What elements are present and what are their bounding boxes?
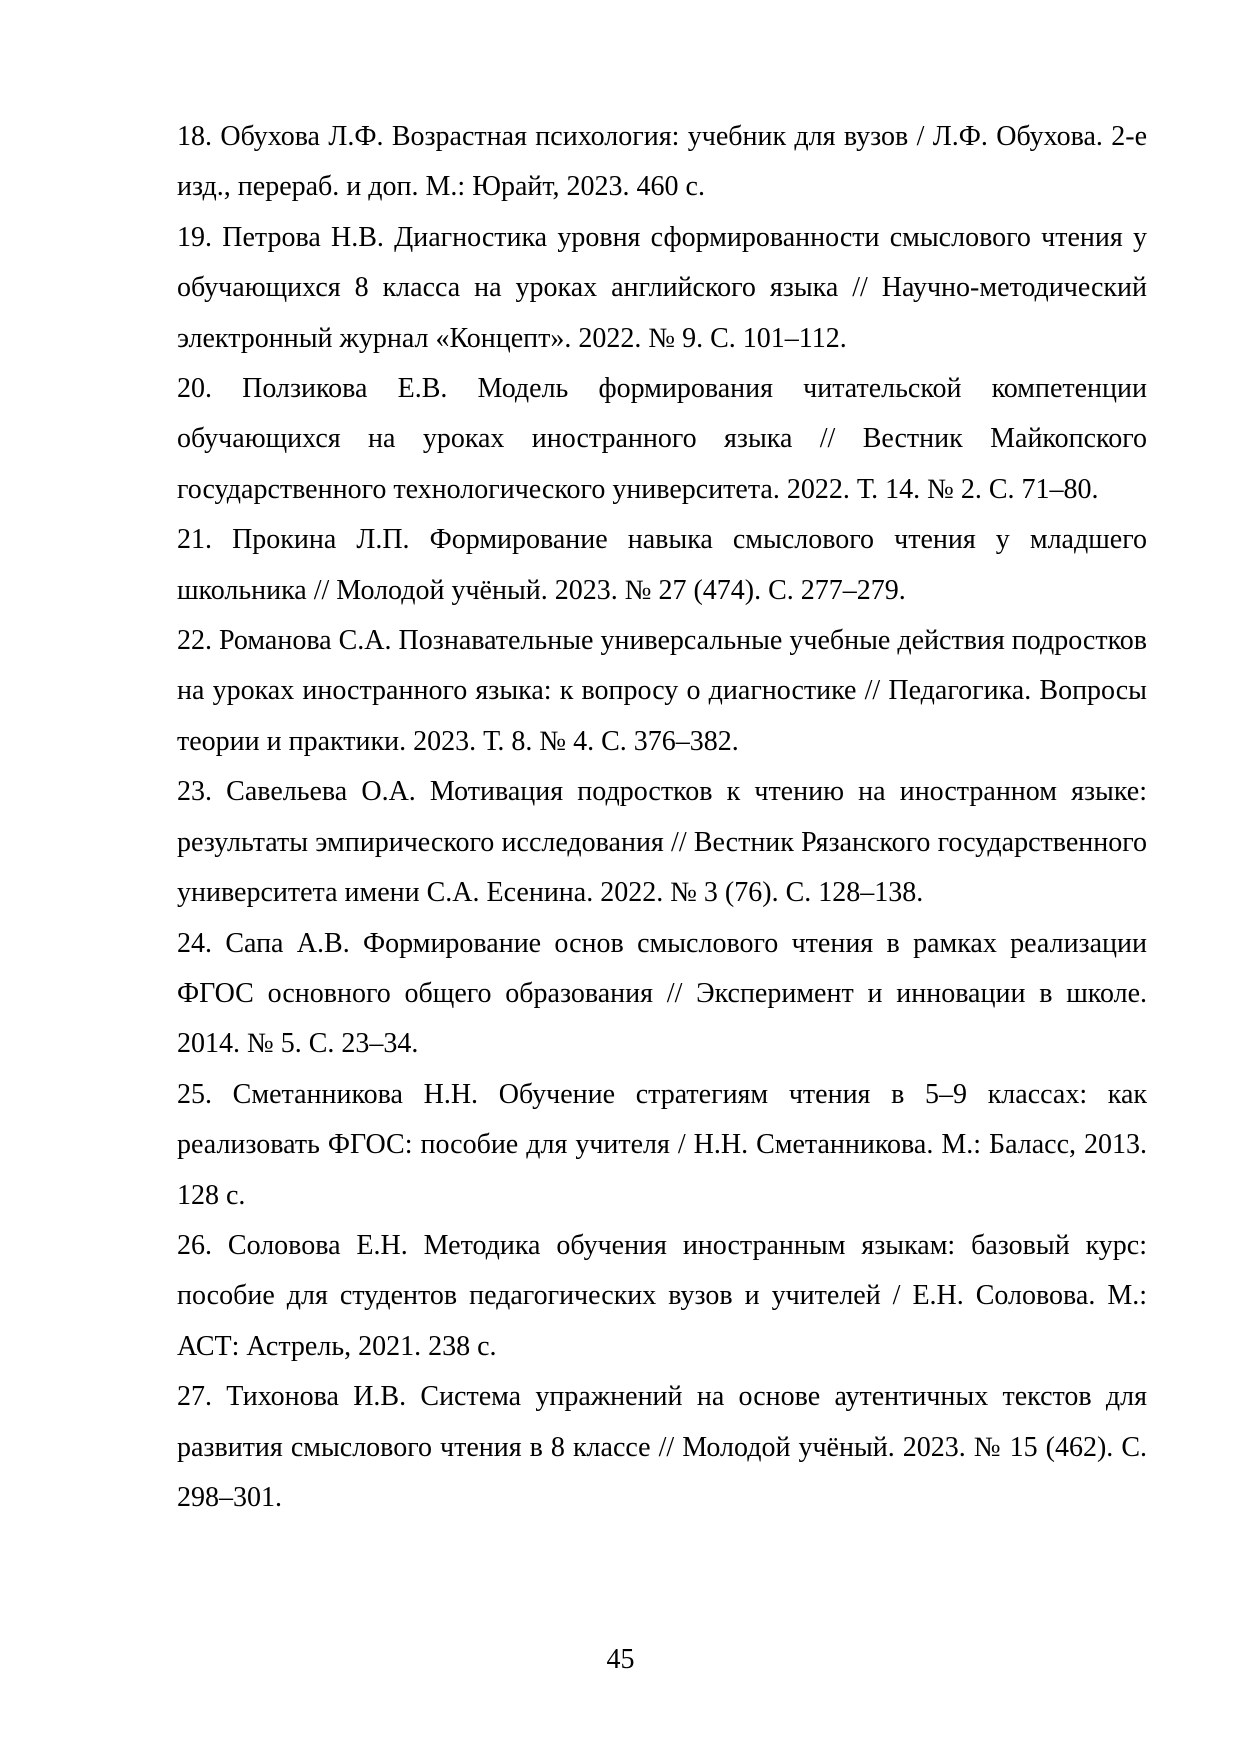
reference-item: 19. Петрова Н.В. Диагностика уровня сформированности смыслового чтения у обучающихся 8 класса на уроках английского языка // Научно-методический электронный журнал «Концепт». 2022. № 9. С. 101–112.: [177, 221, 1147, 354]
reference-item: 22. Романова С.А. Познавательные универсальные учебные действия подростков на уроках иностранного языка: к вопросу о диагностике // Педагогика. Вопросы теории и практики. 2023. Т. 8. № 4. С. 376–382.: [177, 625, 1147, 757]
reference-item: 25. Сметанникова Н.Н. Обучение стратегиям чтения в 5–9 классах: как реализовать ФГОС: пособие для учителя / Н.Н. Сметанникова. М.: Баласс, 2013. 128 с.: [177, 1078, 1147, 1211]
reference-item: 27. Тихонова И.В. Система упражнений на основе аутентичных текстов для развития смыслового чтения в 8 классе // Молодой учёный. 2023. № 15 (462). С. 298–301.: [177, 1381, 1147, 1513]
reference-item: 18. Обухова Л.Ф. Возрастная психология: учебник для вузов / Л.Ф. Обухова. 2-е изд., перераб. и доп. М.: Юрайт, 2023. 460 с.: [177, 121, 1147, 203]
reference-list: [177, 112, 1147, 1523]
reference-item: 23. Савельева О.А. Мотивация подростков к чтению на иностранном языке: результаты эмпирического исследования // Вестник Рязанского государственного университета имени С.А. Есенина. 2022. № 3 (76). С. 128–138.: [177, 776, 1147, 909]
reference-item: 20. Ползикова Е.В. Модель формирования читательской компетенции обучающихся на уроках иностранного языка // Вестник Майкопского государственного технологического университета. 2022. Т. 14. № 2. С. 71–80.: [177, 373, 1147, 505]
reference-item: 21. Прокина Л.П. Формирование навыка смыслового чтения у младшего школьника // Молодой учёный. 2023. № 27 (474). С. 277–279.: [177, 524, 1147, 606]
reference-item: 26. Соловова Е.Н. Методика обучения иностранным языкам: базовый курс: пособие для студентов педагогических вузов и учителей / Е.Н. Соловова. М.: АСТ: Астрель, 2021. 238 с.: [177, 1229, 1147, 1362]
page-number: 45: [606, 1644, 635, 1675]
reference-item: 24. Сапа А.В. Формирование основ смыслового чтения в рамках реализации ФГОС основного общего образования // Эксперимент и инновации в школе. 2014. № 5. С. 23–34.: [177, 927, 1147, 1060]
